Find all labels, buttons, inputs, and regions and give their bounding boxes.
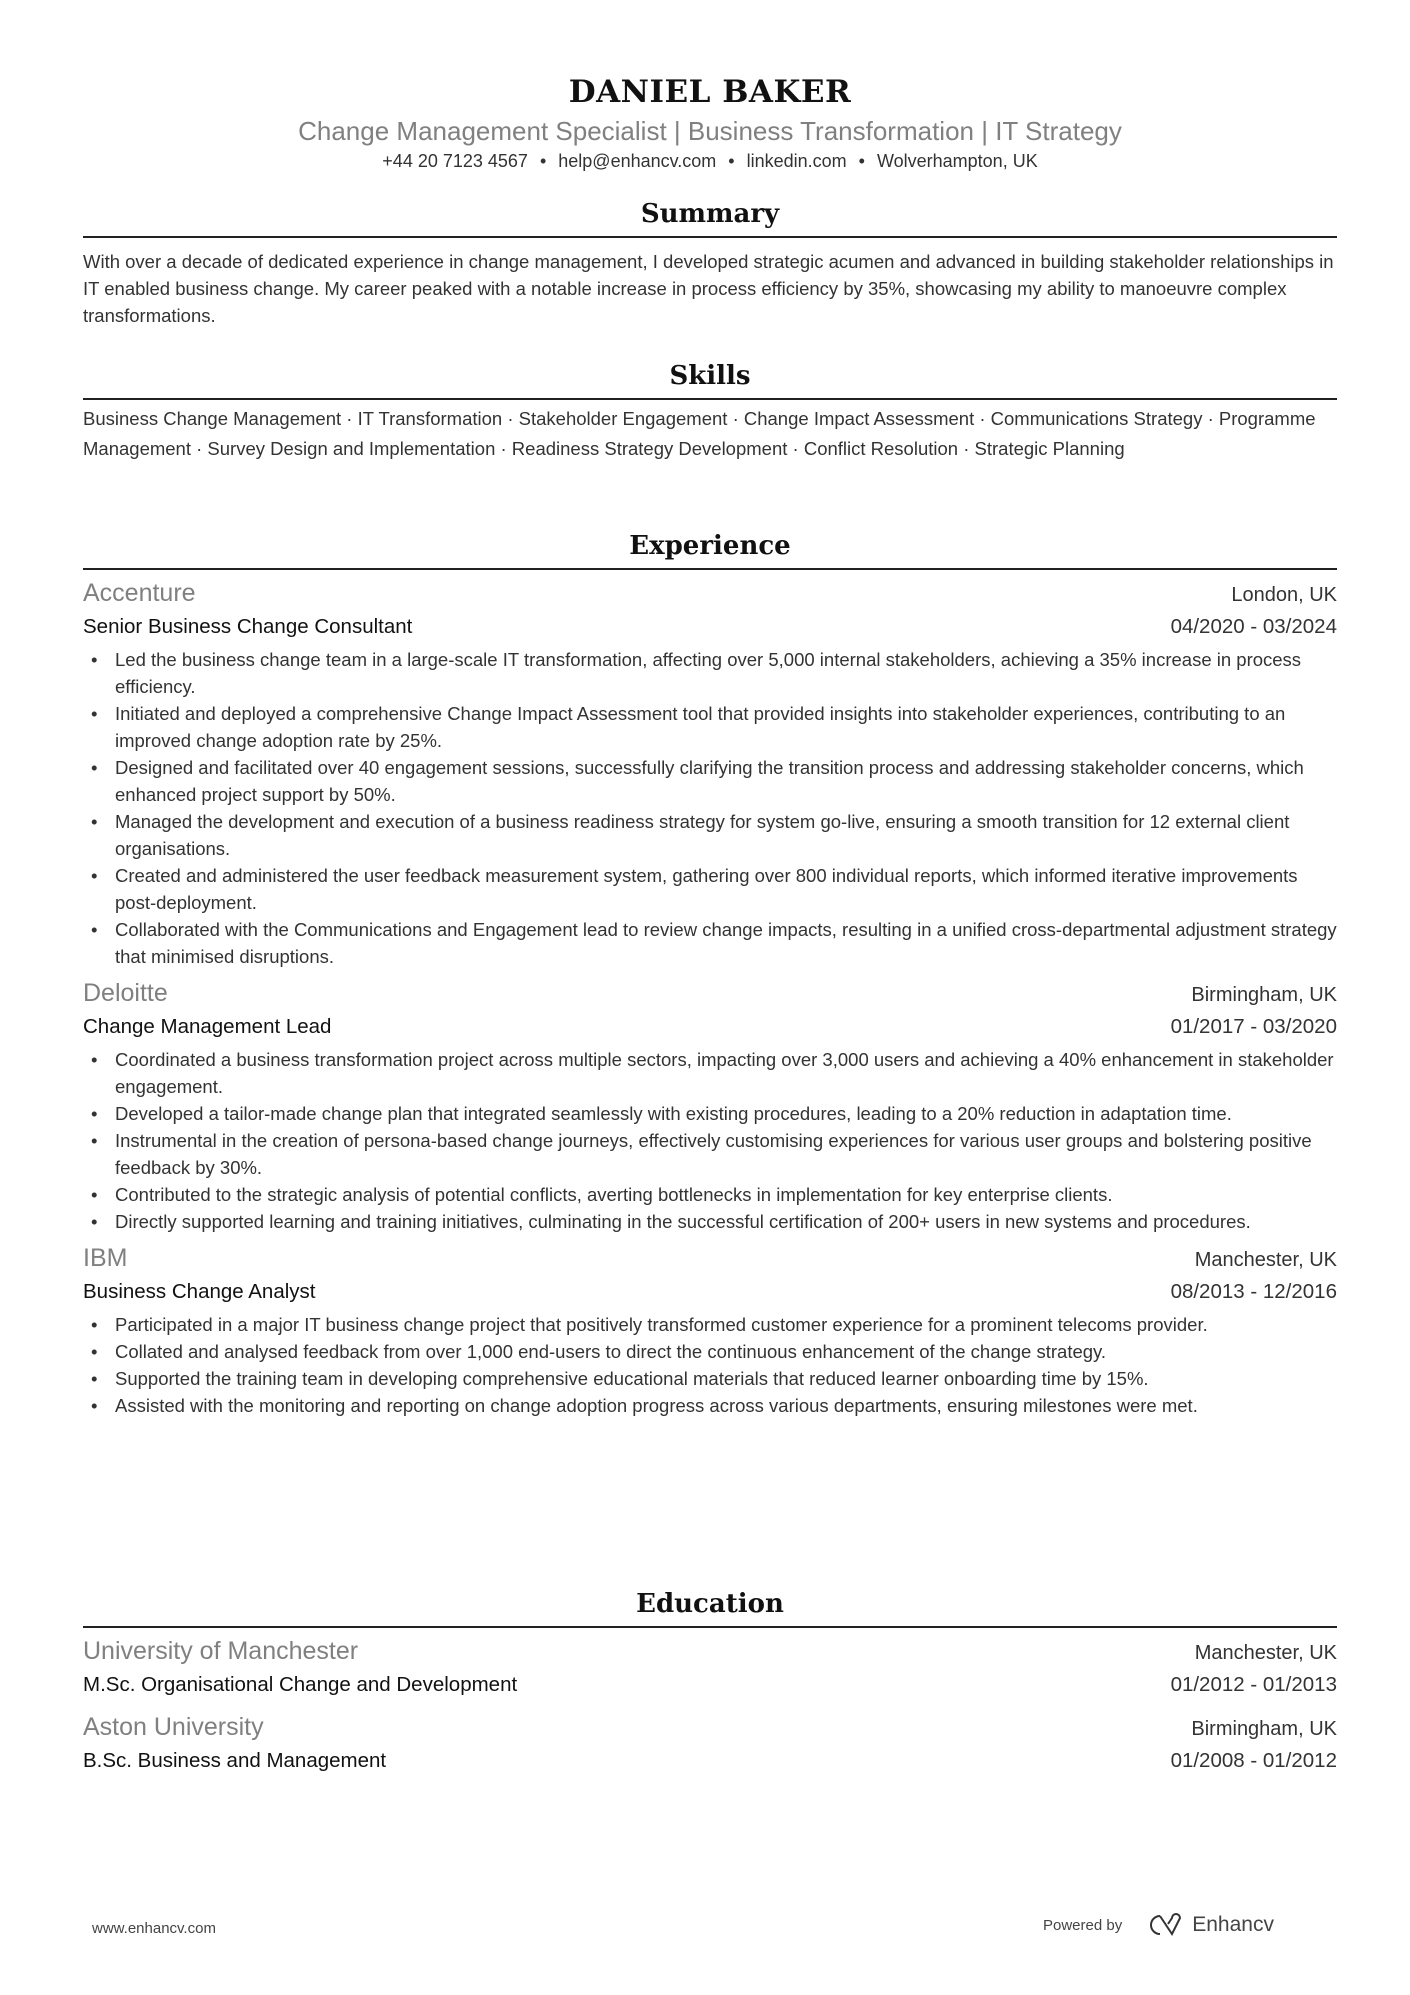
enhancv-logo (1146, 1912, 1274, 1938)
achievement-item: • Instrumental in the creation of persona-based change journeys, effectively customising experiences for various user groups and bolstering positive feedback by 30%. (83, 1127, 1337, 1181)
education-entry (83, 1710, 1337, 1778)
school-name: Aston University (83, 1713, 264, 1741)
achievement-item: • Supported the training team in developing comprehensive educational materials that reduced learner onboarding time by 15%. (83, 1365, 1337, 1392)
achievement-item: • Developed a tailor-made change plan that integrated seamlessly with existing procedures, leading to a 20% reduction in adaptation time. (83, 1100, 1337, 1127)
divider (83, 236, 1337, 238)
achievement-item: • Collated and analysed feedback from over 1,000 end-users to direct the continuous enhancement of the change strategy. (83, 1338, 1337, 1365)
degree: M.Sc. Organisational Change and Development (83, 1673, 518, 1696)
enhancv-logo-icon (1146, 1912, 1186, 1938)
candidate-name: DANIEL BAKER (568, 74, 852, 110)
education-dates: 01/2008 - 01/2012 (1170, 1749, 1337, 1772)
job-title: Change Management Lead (83, 1015, 332, 1038)
achievement-item: • Collaborated with the Communications and Engagement lead to review change impacts, resulting in a unified cross-departmental adjustment strategy that minimised disruptions. (83, 916, 1337, 970)
experience-entry (83, 1241, 1337, 1419)
footer-website[interactable]: www.enhancv.com (92, 1920, 216, 1937)
skills-list: Business Change Management · IT Transformation · Stakeholder Engagement · Change Impact Assessment · Communications Strategy · Programme Management · Survey Design and Implementation · Readiness Strategy Development · Conflict Resolution · Strategic Planning (83, 408, 1316, 459)
education-entry (83, 1634, 1337, 1702)
school-location: Birmingham, UK (1191, 1718, 1337, 1740)
summary-text: With over a decade of dedicated experience in change management, I developed strategic acumen and advanced in building stakeholder relationships in IT enabled business change. My career peaked with a notable increase in process efficiency by 35%, showcasing my ability to manoeuvre complex transformations. (83, 251, 1334, 326)
summary-section (83, 196, 1337, 329)
job-location: Manchester, UK (1194, 1249, 1337, 1271)
education-dates: 01/2012 - 01/2013 (1170, 1673, 1337, 1696)
job-dates: 04/2020 - 03/2024 (1170, 615, 1337, 638)
headline: Change Management Specialist | Business Transformation | IT Strategy (298, 116, 1122, 146)
achievement-item: • Initiated and deployed a comprehensive Change Impact Assessment tool that provided insights into stakeholder experiences, contributing to an improved change adoption rate by 25%. (83, 700, 1337, 754)
company-name: IBM (83, 1244, 128, 1272)
divider (83, 568, 1337, 570)
location: Wolverhampton, UK (876, 151, 1038, 171)
company-name: Deloitte (83, 979, 168, 1007)
experience-entry (83, 976, 1337, 1235)
brand-name: Enhancv (1192, 1913, 1274, 1936)
school-location: Manchester, UK (1194, 1642, 1337, 1664)
section-title: Education (636, 1589, 784, 1619)
divider (83, 398, 1337, 400)
achievement-list (83, 1046, 1337, 1235)
achievement-item: • Managed the development and execution of a business readiness strategy for system go-live, ensuring a smooth transition for 12 external client organisations. (83, 808, 1337, 862)
achievement-item: • Designed and facilitated over 40 engagement sessions, successfully clarifying the transition process and addressing stakeholder concerns, which enhanced project support by 50%. (83, 754, 1337, 808)
achievement-list (83, 646, 1337, 970)
job-location: London, UK (1231, 584, 1337, 606)
divider (83, 1626, 1337, 1628)
experience-entry (83, 576, 1337, 970)
achievement-item: • Contributed to the strategic analysis of potential conflicts, averting bottlenecks in implementation for key enterprise clients. (83, 1181, 1337, 1208)
footer-brand (1043, 1912, 1274, 1938)
achievement-item: • Participated in a major IT business change project that positively transformed customer experience for a prominent telecoms provider. (83, 1311, 1337, 1338)
experience-section (83, 528, 1337, 1419)
job-dates: 01/2017 - 03/2020 (1170, 1015, 1337, 1038)
powered-by-label: Powered by (1043, 1916, 1123, 1934)
section-title: Experience (629, 531, 791, 561)
company-name: Accenture (83, 579, 196, 607)
degree: B.Sc. Business and Management (83, 1749, 387, 1772)
achievement-item: • Assisted with the monitoring and reporting on change adoption progress across various departments, ensuring milestones were met. (83, 1392, 1337, 1419)
job-title: Business Change Analyst (83, 1280, 316, 1303)
achievement-item: • Directly supported learning and training initiatives, culminating in the successful certification of 200+ users in new systems and procedures. (83, 1208, 1337, 1235)
achievement-item: • Led the business change team in a large-scale IT transformation, affecting over 5,000 internal stakeholders, achieving a 35% increase in process efficiency. (83, 646, 1337, 700)
email-link[interactable]: help@enhancv.com (558, 151, 717, 171)
skills-section (83, 358, 1337, 464)
achievement-list (83, 1311, 1337, 1419)
linkedin-link[interactable]: linkedin.com (746, 151, 847, 171)
job-dates: 08/2013 - 12/2016 (1170, 1280, 1337, 1303)
education-section (83, 1586, 1337, 1778)
phone: +44 20 7123 4567 (382, 151, 528, 171)
job-title: Senior Business Change Consultant (83, 615, 413, 638)
section-title: Summary (640, 199, 780, 229)
achievement-item: • Created and administered the user feedback measurement system, gathering over 800 individual reports, which informed iterative improvements post-deployment. (83, 862, 1337, 916)
school-name: University of Manchester (83, 1637, 359, 1665)
achievement-item: • Coordinated a business transformation project across multiple sectors, impacting over 3,000 users and achieving a 40% enhancement in stakeholder engagement. (83, 1046, 1337, 1100)
contact-info: +44 20 7123 4567 • help@enhancv.com • linkedin.com • Wolverhampton, UK (382, 151, 1038, 171)
job-location: Birmingham, UK (1191, 984, 1337, 1006)
section-title: Skills (669, 361, 751, 391)
